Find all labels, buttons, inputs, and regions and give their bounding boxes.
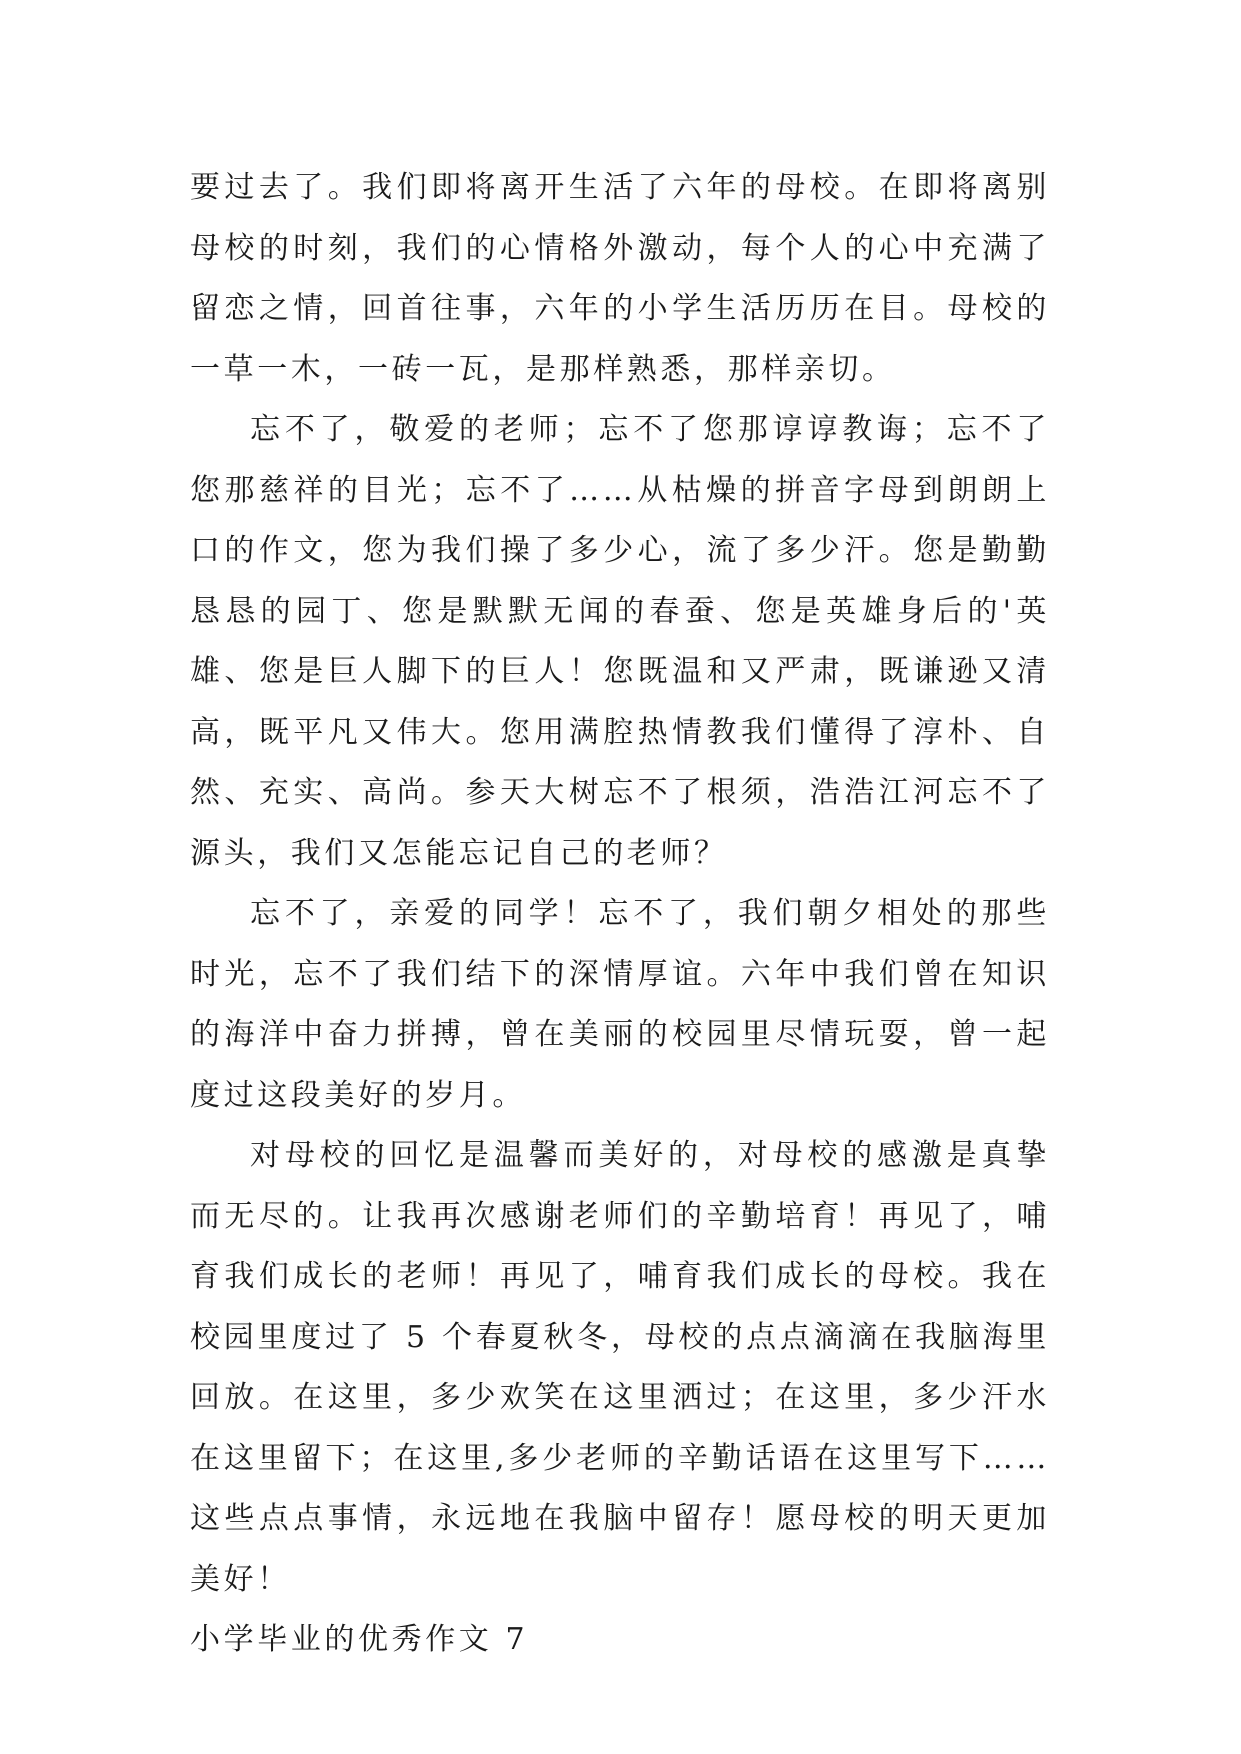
paragraph-classmates: 忘不了，亲爱的同学！忘不了，我们朝夕相处的那些时光，忘不了我们结下的深情厚谊。六年中我们曾在知识的海洋中奋力拼搏，曾在美丽的校园里尽情玩耍，曾一起度过这段美好的岁月。 — [190, 896, 1050, 1113]
essay-title: 小学毕业的优秀作文 7 — [190, 1622, 529, 1657]
paragraph-teachers: 忘不了，敬爱的老师；忘不了您那谆谆教诲；忘不了您那慈祥的目光；忘不了……从枯燥的拼音字母到朗朗上口的作文，您为我们操了多少心，流了多少汗。您是勤勤恳恳的园丁、您是默默无闻的春蚕、您是英雄身后的'英雄、您是巨人脚下的巨人！您既温和又严肃，既谦逊又清高，既平凡又伟大。您用满腔热情教我们懂得了淳朴、自然、充实、高尚。参天大树忘不了根须，浩浩江河忘不了源头，我们又怎能忘记自己的老师？ — [190, 412, 1050, 871]
paragraph-farewell: 对母校的回忆是温馨而美好的，对母校的感激是真挚而无尽的。让我再次感谢老师们的辛勤培育！再见了，哺育我们成长的老师！再见了，哺育我们成长的母校。我在校园里度过了 5 个春夏秋冬，母校的点点滴滴在我脑海里回放。在这里，多少欢笑在这里洒过；在这里，多少汗水在这里留下；在这里,多少老师的辛勤话语在这里写下……这些点点事情，永远地在我脑中留存！愿母校的明天更加美好！ — [190, 1138, 1050, 1597]
document-body — [190, 158, 1050, 1671]
paragraph-continuation: 要过去了。我们即将离开生活了六年的母校。在即将离别母校的时刻，我们的心情格外激动，每个人的心中充满了留恋之情，回首往事，六年的小学生活历历在目。母校的一草一木，一砖一瓦，是那样熟悉，那样亲切。 — [190, 170, 1050, 387]
